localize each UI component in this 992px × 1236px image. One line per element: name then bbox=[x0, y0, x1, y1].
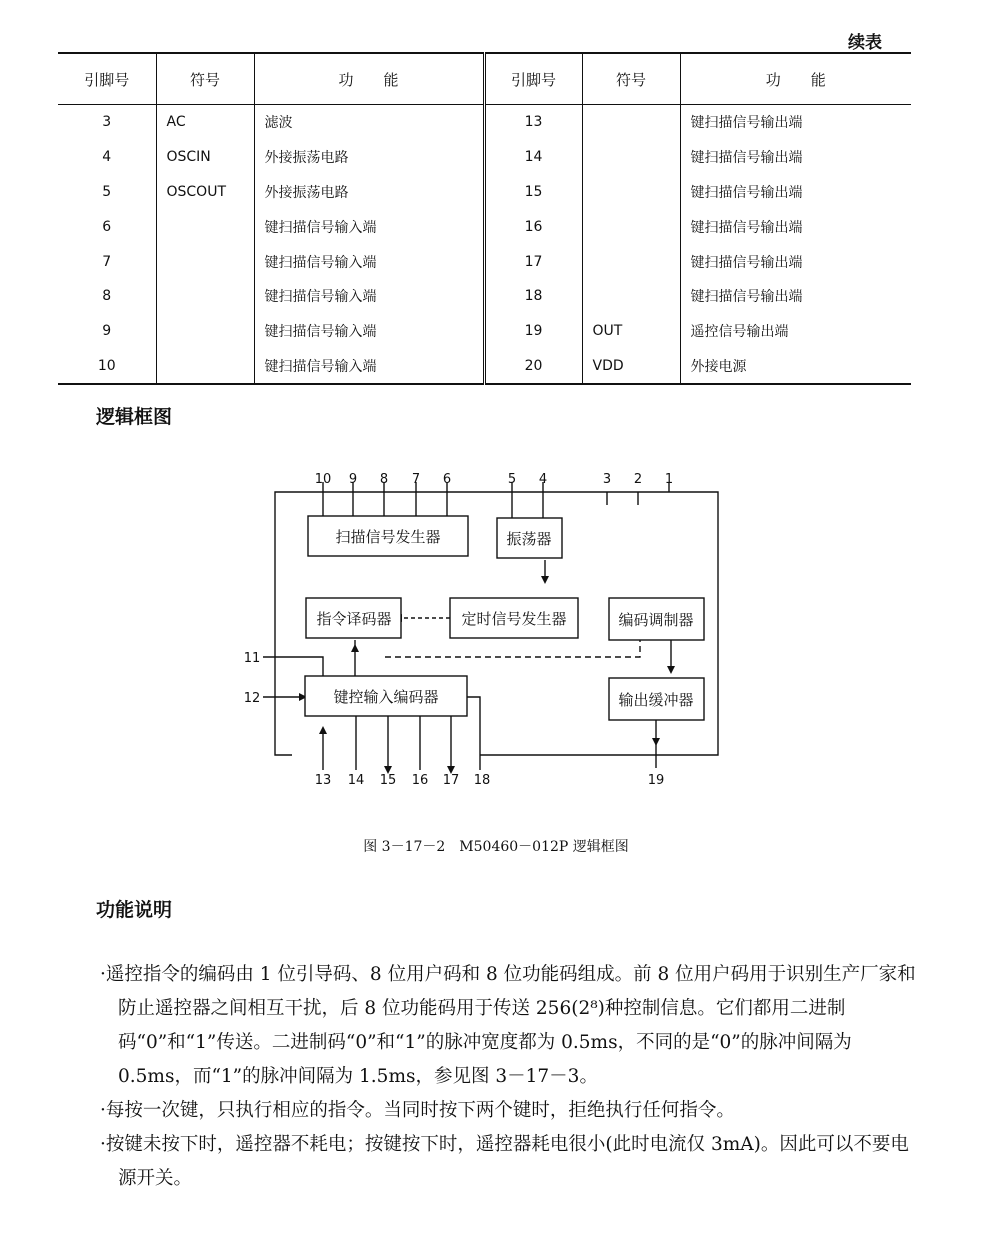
pin-label-top: 4 bbox=[538, 472, 548, 487]
pin-number-cell: 9 bbox=[102, 323, 112, 340]
pin-number-cell: 17 bbox=[484, 244, 582, 279]
pin-function-table bbox=[58, 52, 911, 385]
pin-label-bottom: 16 bbox=[411, 773, 429, 788]
pin-label-bottom: 17 bbox=[442, 773, 460, 788]
symbol-cell bbox=[582, 209, 680, 244]
symbol-cell bbox=[156, 209, 254, 244]
symbol-cell bbox=[156, 314, 254, 349]
table-row bbox=[58, 175, 911, 210]
pin-label-top: 3 bbox=[602, 472, 612, 487]
pin-number-cell: 20 bbox=[484, 349, 582, 385]
function-cell: 滤波 bbox=[254, 105, 484, 140]
bullet-text: 按键未按下时，遥控器不耗电；按键按下时，遥控器耗电很小(此时电流仅 3mA)。因此可以不要电源开关。 bbox=[105, 1134, 909, 1189]
symbol-cell bbox=[156, 244, 254, 279]
bullet-text: 每按一次键，只执行相应的指令。当同时按下两个键时，拒绝执行任何指令。 bbox=[105, 1100, 735, 1121]
section-title-logic-diagram: 逻辑框图 bbox=[96, 406, 173, 428]
bullet-text: 遥控指令的编码由 1 位引导码、8 位用户码和 8 位功能码组成。前 8 位用户码用于识别生产厂家和防止遥控器之间相互干扰，后 8 位功能码用于传送 256(2⁸)种控制信息。它们都用二进制码“0”和“1”传送。二进制码“0”和“1”的脉冲宽度都为 0.5ms，不同的是“0”的脉冲间隔为 0.5ms，而“1”的脉冲间隔为 1.5ms，参见图 3－17－3。 bbox=[105, 964, 916, 1087]
symbol-cell bbox=[582, 279, 680, 314]
symbol-cell: OUT bbox=[582, 314, 680, 349]
block-modulator-label: 编码调制器 bbox=[618, 611, 694, 629]
function-cell: 外接振荡电路 bbox=[254, 140, 484, 175]
symbol-cell bbox=[582, 175, 680, 210]
pin-number-cell: 16 bbox=[484, 209, 582, 244]
header-pin-right: 引脚号 bbox=[484, 53, 582, 105]
function-cell: 键扫描信号输出端 bbox=[680, 105, 911, 140]
pin-label-top: 7 bbox=[411, 472, 421, 487]
header-symbol-right: 符号 bbox=[582, 53, 680, 105]
section-title-function-description: 功能说明 bbox=[96, 899, 173, 921]
function-cell: 键扫描信号输出端 bbox=[680, 209, 911, 244]
pin-number-cell: 5 bbox=[102, 183, 112, 200]
symbol-cell: OSCOUT bbox=[156, 175, 254, 210]
table-row bbox=[58, 209, 911, 244]
table-row bbox=[58, 244, 911, 279]
table-row bbox=[58, 140, 911, 175]
block-scan-label: 扫描信号发生器 bbox=[335, 528, 441, 546]
function-cell: 键扫描信号输入端 bbox=[254, 314, 484, 349]
symbol-cell: VDD bbox=[582, 349, 680, 385]
function-description-list bbox=[100, 958, 920, 1196]
pin-label-top: 10 bbox=[314, 472, 332, 487]
symbol-cell: AC bbox=[156, 105, 254, 140]
pin-label-bottom: 13 bbox=[314, 773, 332, 788]
block-encoder-label: 键控输入编码器 bbox=[333, 688, 439, 706]
pin-number-cell: 3 bbox=[102, 114, 112, 131]
table-row bbox=[58, 314, 911, 349]
symbol-cell bbox=[156, 349, 254, 385]
function-cell: 键扫描信号输出端 bbox=[680, 279, 911, 314]
block-timing-label: 定时信号发生器 bbox=[461, 610, 567, 628]
pin-label-top: 2 bbox=[633, 472, 643, 487]
bullet-item: ·按键未按下时，遥控器不耗电；按键按下时，遥控器耗电很小(此时电流仅 3mA)。因此可以不要电源开关。 bbox=[100, 1134, 909, 1189]
pin11-line bbox=[263, 657, 323, 676]
pin-number-cell: 13 bbox=[484, 105, 582, 140]
pin-label-left: 11 bbox=[243, 651, 261, 666]
pin-label-left: 12 bbox=[243, 691, 261, 706]
block-decoder-label: 指令译码器 bbox=[316, 610, 392, 628]
symbol-cell bbox=[582, 105, 680, 140]
pin-number-cell: 8 bbox=[102, 288, 112, 305]
block-buffer-label: 输出缓冲器 bbox=[618, 691, 694, 709]
table-header-row bbox=[58, 53, 911, 105]
function-cell: 键扫描信号输入端 bbox=[254, 209, 484, 244]
function-cell: 外接振荡电路 bbox=[254, 175, 484, 210]
function-cell: 键扫描信号输入端 bbox=[254, 244, 484, 279]
pin-number-cell: 6 bbox=[102, 218, 112, 235]
pin-label-top: 9 bbox=[348, 472, 358, 487]
logic-block-diagram bbox=[0, 460, 992, 800]
pin-number-cell: 19 bbox=[484, 314, 582, 349]
header-symbol-left: 符号 bbox=[156, 53, 254, 105]
pin-label-top: 1 bbox=[664, 472, 674, 487]
pin-label-bottom: 18 bbox=[473, 773, 491, 788]
header-pin-left: 引脚号 bbox=[58, 53, 156, 105]
block-osc-label: 振荡器 bbox=[506, 530, 552, 548]
function-cell: 外接电源 bbox=[680, 349, 911, 385]
pin-number-cell: 10 bbox=[58, 349, 156, 385]
function-cell: 键扫描信号输出端 bbox=[680, 175, 911, 210]
function-cell: 遥控信号输出端 bbox=[680, 314, 911, 349]
bullet-item: ·遥控指令的编码由 1 位引导码、8 位用户码和 8 位功能码组成。前 8 位用户码用于识别生产厂家和防止遥控器之间相互干扰，后 8 位功能码用于传送 256(2⁸)种控制信息。它们都用二进制码“0”和“1”传送。二进制码“0”和“1”的脉冲宽度都为 0.5ms，不同的是“0”的脉冲间隔为 0.5ms，而“1”的脉冲间隔为 1.5ms，参见图 3－17－3。 bbox=[100, 964, 916, 1087]
table-row bbox=[58, 105, 911, 140]
symbol-cell bbox=[156, 279, 254, 314]
figure-caption: 图 3－17－2 M50460－012P 逻辑框图 bbox=[363, 839, 629, 855]
header-function-left: 功 能 bbox=[254, 53, 484, 105]
function-cell: 键扫描信号输入端 bbox=[254, 279, 484, 314]
pin-label-top: 8 bbox=[379, 472, 389, 487]
symbol-cell bbox=[582, 244, 680, 279]
timing-to-modulator-line bbox=[385, 640, 640, 657]
pin-label-bottom: 14 bbox=[347, 773, 365, 788]
bullet-item: ·每按一次键，只执行相应的指令。当同时按下两个键时，拒绝执行任何指令。 bbox=[100, 1100, 735, 1121]
pin-number-cell: 14 bbox=[484, 140, 582, 175]
header-function-right: 功 能 bbox=[680, 53, 911, 105]
pin18-line bbox=[467, 697, 480, 770]
function-cell: 键扫描信号输出端 bbox=[680, 140, 911, 175]
table-row bbox=[58, 349, 911, 385]
continued-label: 续表 bbox=[848, 33, 882, 53]
pin-label-bottom: 19 bbox=[647, 773, 665, 788]
pin-number-cell: 7 bbox=[102, 253, 112, 270]
symbol-cell bbox=[582, 140, 680, 175]
pin-label-top: 5 bbox=[507, 472, 517, 487]
pin-number-cell: 4 bbox=[102, 149, 112, 166]
function-cell: 键扫描信号输出端 bbox=[680, 244, 911, 279]
function-cell: 键扫描信号输入端 bbox=[254, 349, 484, 385]
pin-label-top: 6 bbox=[442, 472, 452, 487]
table-row bbox=[58, 279, 911, 314]
pin-number-cell: 15 bbox=[484, 175, 582, 210]
pin-number-cell: 18 bbox=[484, 279, 582, 314]
pin-label-bottom: 15 bbox=[379, 773, 397, 788]
symbol-cell: OSCIN bbox=[156, 140, 254, 175]
